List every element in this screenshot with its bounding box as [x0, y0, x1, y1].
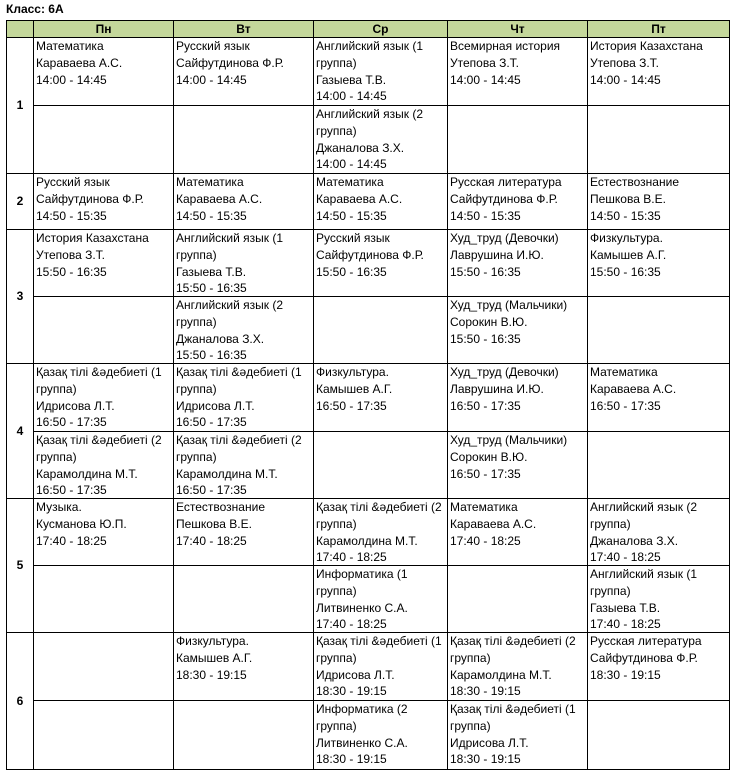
lesson-time: 15:50 - 16:35	[36, 264, 107, 279]
subject-name: Английский язык (1 группа)	[316, 39, 424, 70]
subject-name: Қазақ тілі &әдебиеті (2 группа)	[36, 433, 162, 464]
lesson-time: 14:00 - 14:45	[316, 89, 387, 104]
lesson-time: 14:50 - 15:35	[590, 208, 661, 223]
slot-row	[7, 364, 730, 432]
teacher-name: Сорокин В.Ю.	[450, 449, 528, 464]
lesson-cell	[34, 174, 174, 230]
lesson-time: 14:50 - 15:35	[316, 208, 387, 223]
subject-name: Английский язык (2 группа)	[176, 298, 284, 329]
subject-name: Қазақ тілі &әдебиеті (1 группа)	[36, 365, 162, 396]
lesson-time: 16:50 - 17:35	[450, 398, 521, 413]
lesson-number: 1	[7, 38, 34, 174]
teacher-name: Джаналова З.Х.	[590, 533, 679, 548]
teacher-name: Кусманова Ю.П.	[36, 516, 127, 531]
lesson-cell	[588, 230, 730, 297]
slot-row	[7, 566, 730, 633]
teacher-name: Карамолдина М.Т.	[316, 533, 418, 548]
lesson-cell	[448, 106, 588, 174]
lesson-cell	[448, 566, 588, 633]
lesson-time: 16:50 - 17:35	[176, 483, 247, 498]
subject-name: Информатика (1 группа)	[316, 567, 408, 598]
slot-row	[7, 106, 730, 174]
lesson-time: 14:00 - 14:45	[176, 72, 247, 87]
lesson-cell	[174, 38, 314, 106]
lesson-cell	[174, 701, 314, 770]
lesson-number: 4	[7, 364, 34, 499]
lesson-time: 14:50 - 15:35	[36, 208, 107, 223]
lesson-cell	[448, 230, 588, 297]
teacher-name: Карамолдина М.Т.	[450, 667, 552, 682]
lesson-cell	[314, 297, 448, 364]
lesson-cell	[314, 106, 448, 174]
lesson-cell	[34, 297, 174, 364]
lesson-cell	[588, 701, 730, 770]
teacher-name: Камышев А.Г.	[176, 650, 253, 665]
subject-name: Физкультура.	[590, 231, 663, 245]
teacher-name: Идрисова Л.Т.	[176, 398, 255, 413]
lesson-cell	[448, 499, 588, 566]
lesson-cell	[314, 364, 448, 432]
lesson-time: 15:50 - 16:35	[316, 264, 387, 279]
teacher-name: Сайфутдинова Ф.Р.	[36, 191, 144, 206]
lesson-time: 14:00 - 14:45	[316, 157, 387, 172]
header-corner	[7, 21, 34, 38]
lesson-cell	[174, 230, 314, 297]
slot-row	[7, 633, 730, 701]
teacher-name: Джаналова З.Х.	[176, 331, 265, 346]
teacher-name: Газыева Т.В.	[316, 72, 387, 87]
subject-name: Английский язык (2 группа)	[316, 107, 424, 138]
slot-row	[7, 701, 730, 770]
lesson-cell	[588, 499, 730, 566]
lesson-cell	[34, 38, 174, 106]
schedule-table	[6, 20, 730, 770]
lesson-time: 18:30 - 19:15	[176, 667, 247, 682]
lesson-cell	[588, 364, 730, 432]
day-header-wed: Ср	[314, 21, 448, 38]
lesson-time: 17:40 - 18:25	[590, 617, 661, 632]
subject-name: Английский язык (1 группа)	[590, 567, 698, 598]
lesson-cell	[34, 106, 174, 174]
subject-name: Худ_труд (Мальчики)	[450, 298, 568, 312]
lesson-cell	[174, 297, 314, 364]
lesson-cell	[588, 432, 730, 499]
class-title: Класс: 6А	[6, 2, 64, 16]
lesson-cell	[448, 633, 588, 701]
lesson-time: 18:30 - 19:15	[590, 667, 661, 682]
subject-name: Русская литература	[450, 175, 562, 189]
teacher-name: Утепова З.Т.	[450, 55, 519, 70]
lesson-number: 6	[7, 633, 34, 770]
teacher-name: Идрисова Л.Т.	[36, 398, 115, 413]
subject-name: Қазақ тілі &әдебиеті (1 группа)	[450, 702, 576, 733]
subject-name: Худ_труд (Мальчики)	[450, 433, 568, 447]
subject-name: Қазақ тілі &әдебиеті (2 группа)	[176, 433, 302, 464]
subject-name: Физкультура.	[176, 634, 249, 648]
lesson-time: 14:50 - 15:35	[450, 208, 521, 223]
lesson-cell	[174, 364, 314, 432]
lesson-cell	[448, 701, 588, 770]
lesson-time: 17:40 - 18:25	[316, 617, 387, 632]
lesson-time: 16:50 - 17:35	[176, 415, 247, 430]
slot-row	[7, 297, 730, 364]
teacher-name: Караваева А.С.	[36, 55, 123, 70]
teacher-name: Лаврушина И.Ю.	[450, 247, 544, 262]
lesson-time: 16:50 - 17:35	[36, 483, 107, 498]
subject-name: Математика	[316, 175, 384, 189]
lesson-cell	[34, 701, 174, 770]
lesson-cell	[588, 633, 730, 701]
lesson-time: 18:30 - 19:15	[450, 752, 521, 767]
lesson-cell	[34, 432, 174, 499]
subject-name: Қазақ тілі &әдебиеті (1 группа)	[176, 365, 302, 396]
lesson-cell	[588, 174, 730, 230]
teacher-name: Литвиненко С.А.	[316, 735, 408, 750]
teacher-name: Камышев А.Г.	[316, 381, 393, 396]
lesson-number: 5	[7, 499, 34, 633]
subject-name: Қазақ тілі &әдебиеті (1 группа)	[316, 634, 442, 665]
subject-name: Русский язык	[36, 175, 110, 189]
subject-name: Русский язык	[176, 39, 250, 53]
lesson-number: 3	[7, 230, 34, 364]
lesson-time: 17:40 - 18:25	[450, 533, 521, 548]
subject-name: Математика	[176, 175, 244, 189]
lesson-time: 17:40 - 18:25	[176, 533, 247, 548]
day-header-tue: Вт	[174, 21, 314, 38]
lesson-cell	[448, 174, 588, 230]
lesson-cell	[314, 633, 448, 701]
lesson-time: 18:30 - 19:15	[450, 684, 521, 699]
lesson-time: 15:50 - 16:35	[450, 331, 521, 346]
lesson-cell	[588, 106, 730, 174]
subject-name: История Казахстана	[36, 231, 149, 245]
lesson-cell	[314, 230, 448, 297]
teacher-name: Утепова З.Т.	[590, 55, 659, 70]
teacher-name: Лаврушина И.Ю.	[450, 381, 544, 396]
subject-name: Всемирная история	[450, 39, 561, 53]
subject-name: Естествознание	[176, 500, 265, 514]
lesson-time: 18:30 - 19:15	[316, 752, 387, 767]
day-header-thu: Чт	[448, 21, 588, 38]
lesson-time: 15:50 - 16:35	[590, 264, 661, 279]
teacher-name: Сайфутдинова Ф.Р.	[176, 55, 284, 70]
day-header-mon: Пн	[34, 21, 174, 38]
slot-row	[7, 174, 730, 230]
lesson-time: 14:00 - 14:45	[450, 72, 521, 87]
lesson-cell	[174, 633, 314, 701]
lesson-time: 14:00 - 14:45	[590, 72, 661, 87]
lesson-time: 16:50 - 17:35	[450, 466, 521, 481]
subject-name: Естествознание	[590, 175, 679, 189]
lesson-cell	[174, 106, 314, 174]
lesson-cell	[588, 297, 730, 364]
lesson-time: 14:50 - 15:35	[176, 208, 247, 223]
teacher-name: Сайфутдинова Ф.Р.	[590, 650, 698, 665]
subject-name: Английский язык (2 группа)	[590, 500, 698, 531]
day-header-fri: Пт	[588, 21, 730, 38]
lesson-cell	[448, 364, 588, 432]
lesson-time: 15:50 - 16:35	[176, 348, 247, 363]
lesson-cell	[314, 174, 448, 230]
header-row	[7, 21, 730, 38]
lesson-time: 15:50 - 16:35	[176, 281, 247, 296]
teacher-name: Карамолдина М.Т.	[36, 466, 138, 481]
lesson-cell	[314, 38, 448, 106]
teacher-name: Караваева А.С.	[450, 516, 537, 531]
teacher-name: Джаналова З.Х.	[316, 140, 405, 155]
lesson-cell	[34, 566, 174, 633]
teacher-name: Камышев А.Г.	[590, 247, 667, 262]
teacher-name: Идрисова Л.Т.	[316, 667, 395, 682]
lesson-cell	[314, 701, 448, 770]
subject-name: Математика	[590, 365, 658, 379]
lesson-time: 15:50 - 16:35	[450, 264, 521, 279]
lesson-time: 16:50 - 17:35	[316, 398, 387, 413]
teacher-name: Сорокин В.Ю.	[450, 314, 528, 329]
slot-row	[7, 230, 730, 297]
subject-name: Қазақ тілі &әдебиеті (2 группа)	[450, 634, 576, 665]
teacher-name: Сайфутдинова Ф.Р.	[450, 191, 558, 206]
lesson-cell	[34, 499, 174, 566]
lesson-time: 18:30 - 19:15	[316, 684, 387, 699]
teacher-name: Караваева А.С.	[590, 381, 677, 396]
lesson-cell	[34, 364, 174, 432]
teacher-name: Пешкова В.Е.	[176, 516, 252, 531]
subject-name: Физкультура.	[316, 365, 389, 379]
lesson-cell	[314, 499, 448, 566]
lesson-cell	[448, 432, 588, 499]
lesson-time: 17:40 - 18:25	[590, 550, 661, 565]
teacher-name: Литвиненко С.А.	[316, 600, 408, 615]
subject-name: Математика	[36, 39, 104, 53]
lesson-cell	[34, 633, 174, 701]
lesson-time: 16:50 - 17:35	[36, 415, 107, 430]
subject-name: Музыка.	[36, 500, 82, 514]
teacher-name: Караваева А.С.	[176, 191, 263, 206]
lesson-time: 17:40 - 18:25	[36, 533, 107, 548]
lesson-cell	[448, 297, 588, 364]
lesson-time: 16:50 - 17:35	[590, 398, 661, 413]
teacher-name: Караваева А.С.	[316, 191, 403, 206]
lesson-cell	[448, 38, 588, 106]
lesson-cell	[174, 566, 314, 633]
lesson-cell	[174, 432, 314, 499]
teacher-name: Утепова З.Т.	[36, 247, 105, 262]
lesson-number: 2	[7, 174, 34, 230]
subject-name: Математика	[450, 500, 518, 514]
subject-name: Қазақ тілі &әдебиеті (2 группа)	[316, 500, 442, 531]
subject-name: Русская литература	[590, 634, 702, 648]
subject-name: Худ_труд (Девочки)	[450, 231, 559, 245]
slot-row	[7, 38, 730, 106]
subject-name: Русский язык	[316, 231, 390, 245]
teacher-name: Газыева Т.В.	[590, 600, 661, 615]
teacher-name: Карамолдина М.Т.	[176, 466, 278, 481]
lesson-cell	[314, 432, 448, 499]
subject-name: Английский язык (1 группа)	[176, 231, 284, 262]
slot-row	[7, 432, 730, 499]
lesson-cell	[314, 566, 448, 633]
lesson-cell	[34, 230, 174, 297]
schedule-body	[7, 38, 730, 770]
lesson-cell	[588, 566, 730, 633]
teacher-name: Пешкова В.Е.	[590, 191, 666, 206]
lesson-cell	[588, 38, 730, 106]
lesson-time: 17:40 - 18:25	[316, 550, 387, 565]
teacher-name: Сайфутдинова Ф.Р.	[316, 247, 424, 262]
lesson-cell	[174, 499, 314, 566]
subject-name: История Казахстана	[590, 39, 703, 53]
teacher-name: Идрисова Л.Т.	[450, 735, 529, 750]
lesson-time: 14:00 - 14:45	[36, 72, 107, 87]
teacher-name: Газыева Т.В.	[176, 264, 247, 279]
slot-row	[7, 499, 730, 566]
subject-name: Информатика (2 группа)	[316, 702, 408, 733]
subject-name: Худ_труд (Девочки)	[450, 365, 559, 379]
lesson-cell	[174, 174, 314, 230]
